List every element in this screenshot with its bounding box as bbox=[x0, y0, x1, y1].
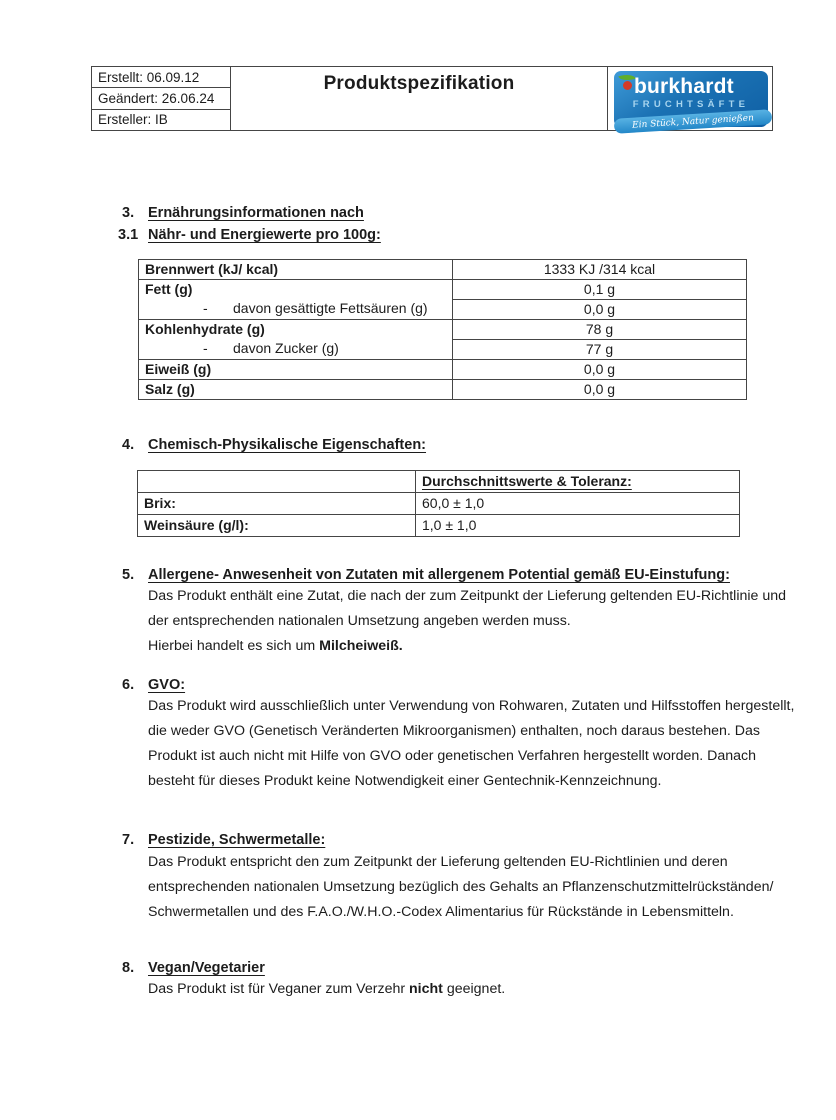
paragraph: Das Produkt ist für Veganer zum Verzehr nicht geeignet. bbox=[148, 981, 506, 997]
section-title: Nähr- und Energiewerte pro 100g: bbox=[148, 227, 381, 243]
section-title: Allergene- Anwesenheit von Zutaten mit allergenem Potential gemäß EU-Einstufung: bbox=[148, 567, 730, 583]
row-label bbox=[138, 471, 416, 492]
row-value: 0,0 g bbox=[453, 379, 746, 399]
row-label: Weinsäure (g/l): bbox=[138, 514, 416, 536]
section-8-body bbox=[148, 977, 796, 1002]
section-8-heading bbox=[122, 960, 265, 977]
section-title: Pestizide, Schwermetalle: bbox=[148, 832, 326, 848]
logo-brand-text: burkhardt bbox=[634, 74, 734, 98]
section-number: 7. bbox=[122, 832, 135, 848]
row-label: Fett (g) bbox=[139, 279, 453, 299]
row-label: - davon Zucker (g) bbox=[139, 339, 453, 359]
section-5-body bbox=[148, 584, 796, 659]
list-dash: - bbox=[203, 300, 208, 316]
section-number: 3. bbox=[122, 205, 135, 221]
section-title: GVO: bbox=[148, 677, 186, 693]
meta-author: Ersteller: IB bbox=[98, 112, 168, 128]
row-value: 0,1 g bbox=[453, 279, 746, 299]
page-title: Produktspezifikation bbox=[323, 73, 515, 94]
paragraph: Hierbei handelt es sich um Milcheiweiß. bbox=[148, 638, 403, 654]
paragraph: Das Produkt enthält eine Zutat, die nach der zum Zeitpunkt der Lieferung geltenden EU-Richtlinie und der entsprechenden nationalen Umsetzung angeben werden muss. bbox=[148, 588, 787, 629]
row-value: 1333 KJ /314 kcal bbox=[543, 261, 656, 277]
section-3-1-heading bbox=[118, 227, 381, 244]
paragraph: Das Produkt entspricht den zum Zeitpunkt der Lieferung geltenden EU-Richtlinien und deren entsprechenden nationalen Umsetzung bezüglich des Gehalts an Pflanzenschutzmittelrückständen/ Schwermetallen und des F.A.O./W.H.O.-Codex Alimentarius für Rückstände in Lebensmitteln. bbox=[148, 854, 774, 920]
row-label: Brix: bbox=[138, 492, 416, 514]
row-value: 0,0 g bbox=[453, 299, 746, 319]
section-number: 6. bbox=[122, 677, 135, 693]
section-7-body bbox=[148, 850, 796, 925]
section-number: 5. bbox=[122, 567, 135, 583]
berry-icon bbox=[623, 81, 632, 90]
table-row bbox=[138, 514, 739, 536]
row-label: Kohlenhydrate (g) bbox=[139, 319, 453, 339]
row-value: 78 g bbox=[453, 319, 746, 339]
table-row bbox=[139, 359, 746, 379]
burkhardt-logo bbox=[614, 71, 768, 130]
row-value: 1,0 ± 1,0 bbox=[416, 514, 739, 536]
row-label: Salz (g) bbox=[139, 379, 453, 399]
section-5-heading bbox=[122, 567, 730, 584]
header bbox=[91, 66, 773, 131]
section-4-heading bbox=[122, 437, 426, 454]
row-value: 60,0 ± 1,0 bbox=[416, 492, 739, 514]
section-number: 3.1 bbox=[118, 227, 139, 243]
section-3-heading bbox=[122, 205, 364, 222]
chem-table bbox=[137, 470, 740, 537]
list-dash: - bbox=[203, 340, 208, 356]
row-label: - davon gesättigte Fettsäuren (g) bbox=[139, 299, 453, 319]
table-row bbox=[139, 339, 746, 359]
row-value: 0,0 g bbox=[453, 359, 746, 379]
row-value: 77 g bbox=[453, 339, 746, 359]
logo-tagline-text: Ein Stück, Natur genießen bbox=[631, 112, 755, 130]
section-number: 8. bbox=[122, 960, 135, 976]
table-row bbox=[138, 471, 739, 492]
header-title-cell bbox=[231, 67, 608, 130]
row-label: Brennwert (kJ/ kcal) bbox=[139, 260, 453, 279]
row-label: Eiweiß (g) bbox=[139, 359, 453, 379]
section-number: 4. bbox=[122, 437, 135, 453]
table-row bbox=[139, 299, 746, 319]
meta-changed: Geändert: 26.06.24 bbox=[92, 88, 230, 109]
header-meta bbox=[92, 67, 231, 130]
header-logo-cell bbox=[608, 67, 774, 130]
logo-subtitle-text: FRUCHTSÄFTE bbox=[632, 98, 750, 110]
meta-created: Erstellt: 06.09.12 bbox=[92, 67, 230, 88]
nutrition-table bbox=[138, 259, 747, 400]
logo-ribbon bbox=[614, 109, 773, 134]
column-header: Durchschnittswerte & Toleranz: bbox=[422, 473, 632, 489]
table-row bbox=[139, 379, 746, 399]
table-row bbox=[139, 279, 746, 299]
section-title: Vegan/Vegetarier bbox=[148, 960, 265, 976]
section-title: Chemisch-Physikalische Eigenschaften: bbox=[148, 437, 427, 453]
section-title: Ernährungsinformationen nach bbox=[148, 205, 364, 221]
section-7-heading bbox=[122, 832, 325, 849]
table-row bbox=[139, 260, 746, 279]
table-row bbox=[139, 319, 746, 339]
section-6-body bbox=[148, 694, 796, 794]
table-row bbox=[138, 492, 739, 514]
section-6-heading bbox=[122, 677, 185, 694]
paragraph: Das Produkt wird ausschließlich unter Verwendung von Rohwaren, Zutaten und Hilfsstoffen hergestellt, die weder GVO (Genetisch Veränderten Mikroorganismen) enthalten, noch daraus bestehen. Das Produkt ist auch nicht mit Hilfe von GVO oder genetischen Verfahren hergestellt worden. Danach besteht für dieses Produkt keine Notwendigkeit einer Gentechnik-Kennzeichnung. bbox=[148, 698, 795, 789]
